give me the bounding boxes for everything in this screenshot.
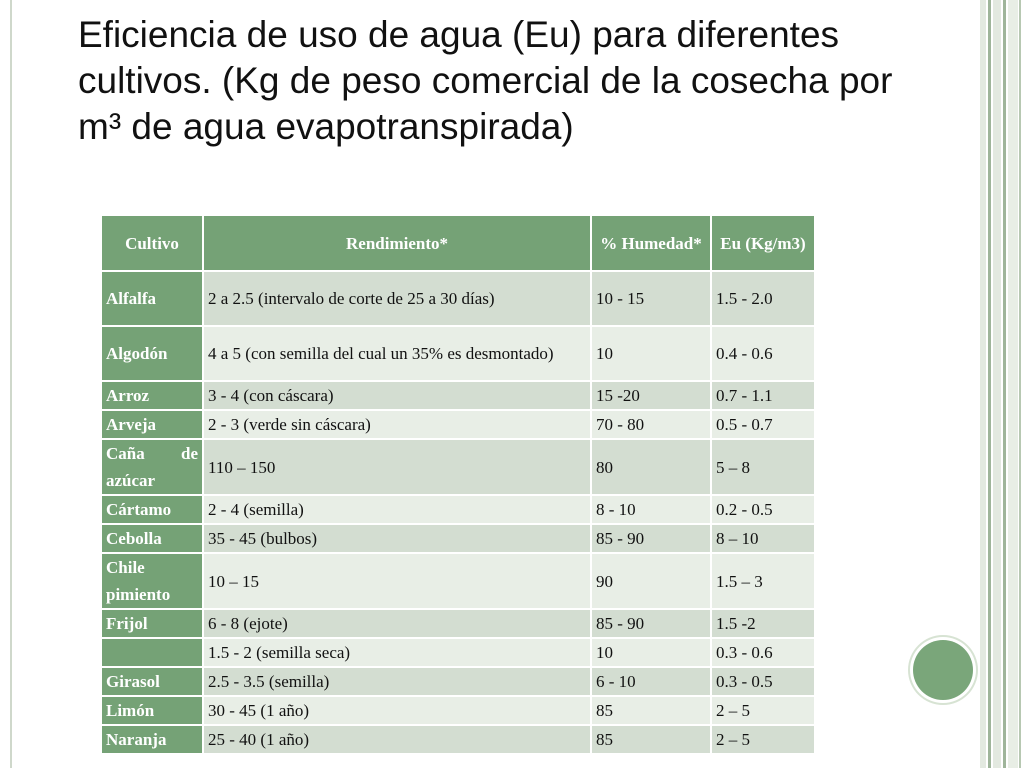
table-row: [101, 381, 815, 410]
cell-yield: 6 - 8 (ejote): [203, 609, 591, 638]
table-row: [101, 439, 815, 495]
cell-eu: 0.3 - 0.5: [711, 667, 815, 696]
cell-humidity: 85: [591, 725, 711, 754]
cell-yield: 3 - 4 (con cáscara): [203, 381, 591, 410]
cell-crop: Algodón: [101, 326, 203, 381]
right-border-stripe: [1003, 0, 1006, 768]
decorative-circle: [913, 640, 973, 700]
cell-crop: [101, 638, 203, 667]
cell-yield: 2 a 2.5 (intervalo de corte de 25 a 30 días): [203, 271, 591, 326]
cell-humidity: 10: [591, 638, 711, 667]
cell-humidity: 15 -20: [591, 381, 711, 410]
table-row: [101, 410, 815, 439]
table-row: [101, 725, 815, 754]
table-row: [101, 609, 815, 638]
cell-yield: 4 a 5 (con semilla del cual un 35% es desmontado): [203, 326, 591, 381]
cell-eu: 2 – 5: [711, 696, 815, 725]
cell-crop: Girasol: [101, 667, 203, 696]
cell-yield: 2 - 3 (verde sin cáscara): [203, 410, 591, 439]
cell-humidity: 85: [591, 696, 711, 725]
cell-yield: 35 - 45 (bulbos): [203, 524, 591, 553]
right-border-stripe: [980, 0, 986, 768]
cell-yield: 2 - 4 (semilla): [203, 495, 591, 524]
cell-humidity: 10 - 15: [591, 271, 711, 326]
cell-eu: 1.5 - 2.0: [711, 271, 815, 326]
table-row: [101, 667, 815, 696]
header-humidity: % Humedad*: [591, 215, 711, 271]
cell-yield: 2.5 - 3.5 (semilla): [203, 667, 591, 696]
table-row: [101, 271, 815, 326]
left-border-line: [10, 0, 12, 768]
cell-yield: 25 - 40 (1 año): [203, 725, 591, 754]
right-border-stripe: [1008, 0, 1018, 768]
water-efficiency-table: [100, 214, 816, 755]
cell-humidity: 10: [591, 326, 711, 381]
cell-humidity: 80: [591, 439, 711, 495]
cell-humidity: 85 - 90: [591, 609, 711, 638]
cell-yield: 110 – 150: [203, 439, 591, 495]
cell-eu: 0.2 - 0.5: [711, 495, 815, 524]
header-eu: Eu (Kg/m3): [711, 215, 815, 271]
cell-crop: Caña de azúcar: [101, 439, 203, 495]
table-row: [101, 696, 815, 725]
table-row: [101, 524, 815, 553]
cell-crop: Chile pimiento: [101, 553, 203, 609]
table-row: [101, 638, 815, 667]
cell-crop: Naranja: [101, 725, 203, 754]
cell-crop: Cártamo: [101, 495, 203, 524]
cell-humidity: 6 - 10: [591, 667, 711, 696]
cell-crop: Frijol: [101, 609, 203, 638]
cell-crop: Arroz: [101, 381, 203, 410]
cell-eu: 0.4 - 0.6: [711, 326, 815, 381]
cell-crop: Cebolla: [101, 524, 203, 553]
header-crop: Cultivo: [101, 215, 203, 271]
cell-crop: Alfalfa: [101, 271, 203, 326]
table-row: [101, 326, 815, 381]
right-border-stripe: [1019, 0, 1021, 768]
cell-yield: 30 - 45 (1 año): [203, 696, 591, 725]
cell-eu: 8 – 10: [711, 524, 815, 553]
cell-eu: 2 – 5: [711, 725, 815, 754]
cell-eu: 1.5 – 3: [711, 553, 815, 609]
cell-eu: 0.7 - 1.1: [711, 381, 815, 410]
slide-title: Eficiencia de uso de agua (Eu) para diferentes cultivos. (Kg de peso comercial de la cosecha por m³ de agua evapotranspirada): [78, 14, 893, 147]
cell-eu: 0.5 - 0.7: [711, 410, 815, 439]
cell-eu: 0.3 - 0.6: [711, 638, 815, 667]
cell-crop: Limón: [101, 696, 203, 725]
cell-eu: 5 – 8: [711, 439, 815, 495]
table-header-row: [101, 215, 815, 271]
cell-humidity: 85 - 90: [591, 524, 711, 553]
cell-yield: 1.5 - 2 (semilla seca): [203, 638, 591, 667]
cell-humidity: 90: [591, 553, 711, 609]
cell-yield: 10 – 15: [203, 553, 591, 609]
header-yield: Rendimiento*: [203, 215, 591, 271]
table-row: [101, 495, 815, 524]
table-row: [101, 553, 815, 609]
cell-crop: Arveja: [101, 410, 203, 439]
right-border-stripe: [993, 0, 1001, 768]
cell-eu: 1.5 -2: [711, 609, 815, 638]
right-border-stripe: [988, 0, 991, 768]
cell-humidity: 70 - 80: [591, 410, 711, 439]
cell-humidity: 8 - 10: [591, 495, 711, 524]
